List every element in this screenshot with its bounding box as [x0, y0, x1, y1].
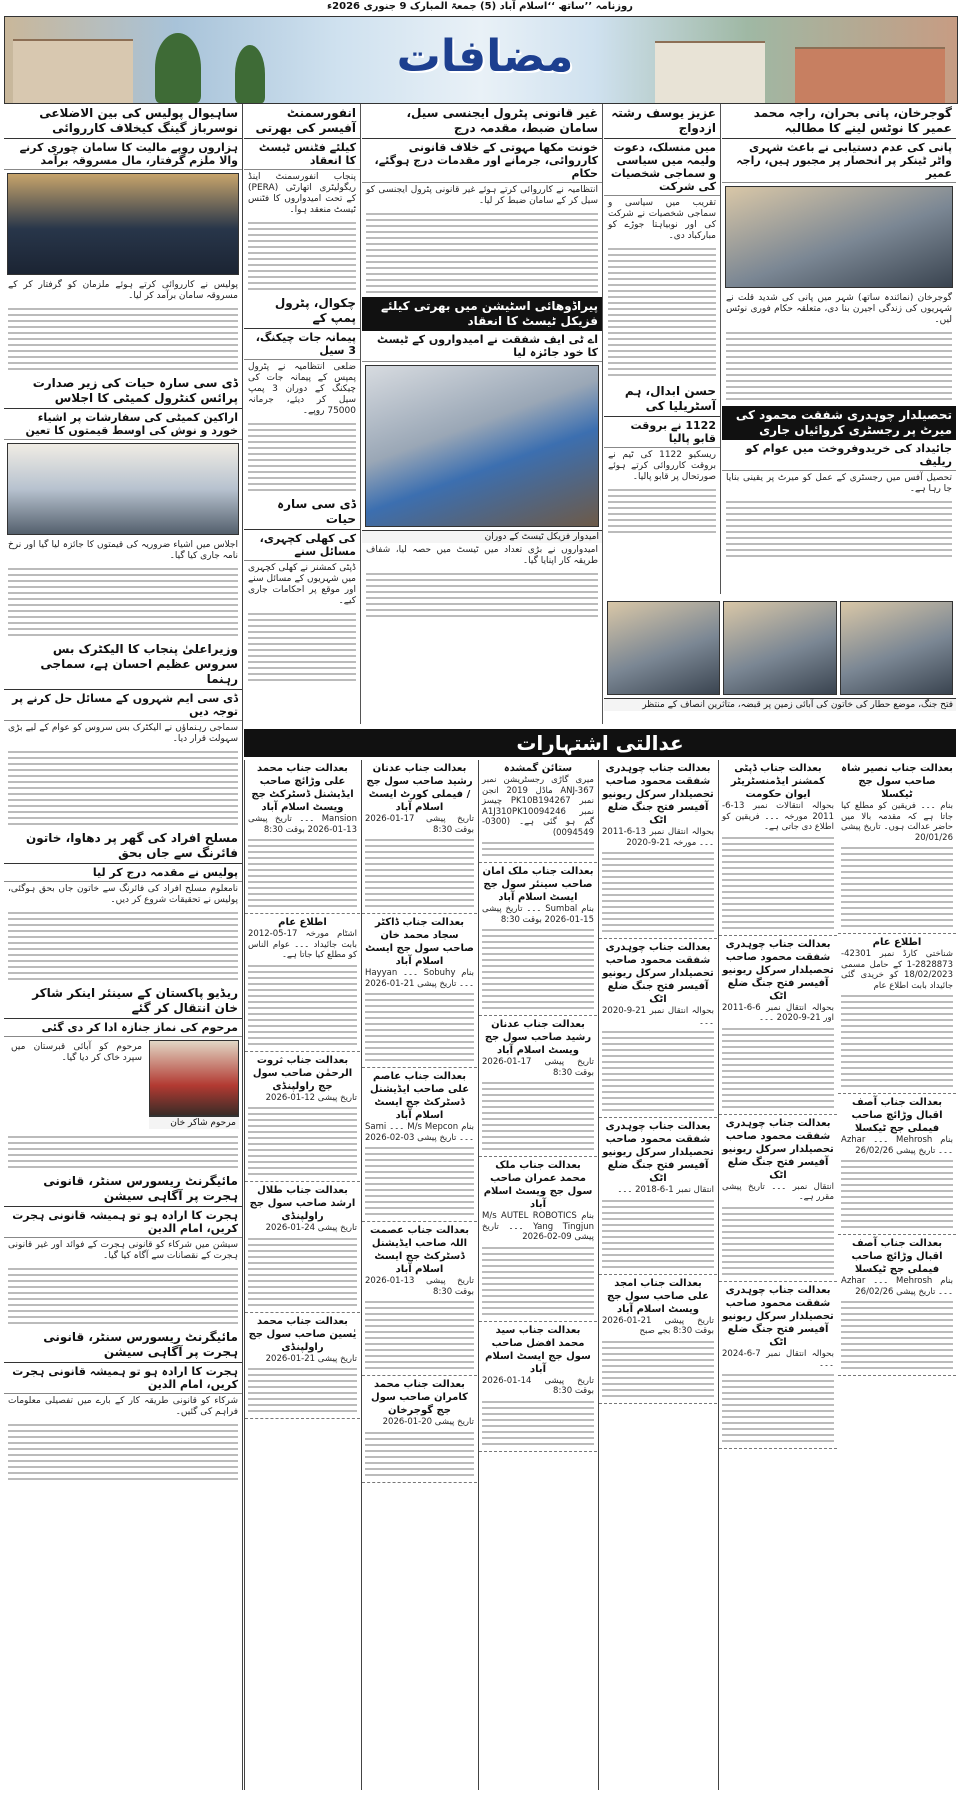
- headline: گوجرخان، پانی بحران، راجہ محمد عمیر کا نوٹس لینے کا مطالبہ: [722, 104, 956, 139]
- court-ad: بعدالت جناب محمد کامران صاحب سول جج گوجرخان تاریخ پیشی 20-01-2026: [362, 1376, 477, 1483]
- headline: مسلح افراد کی گھر پر دھاوا، خاتون فائرنگ سے جاں بحق: [4, 829, 242, 864]
- tree-image: [235, 45, 265, 103]
- story-petrol-agency: [362, 104, 603, 724]
- court-ad: بعدالت جناب چوہدری شفقت محمود صاحب تحصیلدار سرکل ریونیو آفیسر فتح جنگ ضلع اٹک بحوالہ انتقال نمبر 7-6-2024 ۔۔۔: [719, 1282, 837, 1449]
- court-ad: بعدالت جناب طلال ارشد صاحب سول جج راولپنڈی تاریخ پیشی 24-01-2026: [245, 1182, 360, 1313]
- subhead: خونت مکھا مہوتی کے خلاف قانونی کارروائی، جرمانے اور مقدمات درج ہوگئے، حکام: [362, 139, 602, 183]
- subhead: مرحوم کی نماز جنازہ ادا کر دی گئی: [4, 1019, 242, 1037]
- headline: ریڈیو پاکستان کے سینئر اینکر شاکر خان انتقال کر گئے: [4, 984, 242, 1019]
- story-body: امیدواروں نے بڑی تعداد میں ٹیسٹ میں حصہ لیا، شفاف طریقہ کار اپنایا گیا۔: [366, 545, 598, 566]
- court-ad: بعدالت جناب محمد علی وڑائچ صاحب ایڈیشنل ڈسٹرکٹ جج ویسٹ اسلام آباد Mansion ۔۔۔ تاریخ پیشی 13-01-2026 بوقت 8:30: [245, 760, 360, 914]
- story-body: ڈپٹی کمشنر نے کھلی کچہری میں شہریوں کے مسائل سنے اور موقع پر احکامات جاری کیے۔: [248, 563, 356, 606]
- subhead: میں منسلک، دعوت ولیمہ میں سیاسی و سماجی شخصیات کی شرکت: [604, 139, 720, 196]
- page-title: مضافات: [396, 31, 574, 82]
- court-ad: بعدالت جناب سید محمد افضل صاحب سول جج ایسٹ اسلام آباد تاریخ پیشی 14-01-2026 بوقت 8:30: [479, 1322, 597, 1452]
- story-body: سیشن میں شرکاء کو قانونی ہجرت کے فوائد اور غیر قانونی ہجرت کے نقصانات سے آگاہ کیا گیا۔: [8, 1240, 238, 1261]
- subhead: 1122 نے بروقت قابو پالیا: [604, 417, 720, 448]
- ad-column: [838, 760, 956, 1790]
- court-ad: بعدالت جناب عدنان رشید صاحب سول جج ویسٹ اسلام آباد تاریخ پیشی 17-01-2026 بوقت 8:30: [479, 1016, 597, 1157]
- story-body: مرحوم کو آبائی قبرستان میں سپرد خاک کر دیا گیا۔: [11, 1042, 142, 1063]
- headline: مائیگرنٹ ریسورس سنٹر، قانونی ہجرت پر آگاہی سیشن: [4, 1328, 242, 1363]
- court-ad: بعدالت جناب چوہدری شفقت محمود صاحب تحصیلدار سرکل ریونیو آفیسر فتح جنگ ضلع اٹک انتقال نمبر 1-6-2018 ۔۔۔: [599, 1118, 717, 1275]
- court-ads-banner: عدالتی اشتہارات: [244, 729, 956, 757]
- headline: حسن ابدال، ہم آسٹریلیا کی: [604, 382, 720, 417]
- subhead: کی کھلی کچہری، مسائل سنے: [244, 530, 360, 561]
- story-body: پولیس نے کارروائی کرتے ہوئے ملزمان کو گرفتار کر کے مسروقہ سامان برآمد کر لیا۔: [8, 280, 238, 301]
- court-ad: ستائن گمشدہ میری گاڑی رجسٹریشن نمبر ANJ-367 ماڈل 2019 انجن نمبر PK10B194267 چیسز نمبر A1J310PK10094246 گم ہو گئی ہے۔ (0300-0094549): [479, 760, 597, 863]
- court-ad: بعدالت جناب ڈاکٹر سجاد محمد خان صاحب سول جج ایسٹ اسلام آباد بنام Sobuhy ۔۔۔ Hayyan ۔۔۔ تاریخ پیشی 21-01-2026: [362, 914, 477, 1068]
- ad-column: [598, 760, 717, 1790]
- court-ad: بعدالت جناب ملک امان صاحب سینئر سول جج ایسٹ اسلام آباد بنام Sumbal ۔۔۔ تاریخ پیشی 15-01-2026 بوقت 8:30: [479, 863, 597, 1016]
- tree-image: [155, 33, 201, 103]
- subhead: اے ٹی ایف شفقت نے امیدواروں کے ٹیسٹ کا خود جائزہ لیا: [362, 331, 602, 362]
- subhead: کیلئے فٹنس ٹیسٹ کا انعقاد: [244, 139, 360, 170]
- building-image: [795, 47, 945, 103]
- court-ad: بعدالت جناب آصف اقبال وڑائچ صاحب فیملی جج ٹیکسلا بنام Mehrosh ۔۔۔ Azhar ۔۔۔ تاریخ پیشی 26/02/26: [838, 1094, 956, 1235]
- court-ad: بعدالت جناب عدنان رشید صاحب سول جج / فیملی کورٹ ایسٹ اسلام آباد تاریخ پیشی 17-01-2026 بوقت 8:30: [362, 760, 477, 914]
- portrait-photo: [149, 1040, 239, 1116]
- subhead: ہزاروں روپے مالیت کا سامان چوری کرنے والا ملزم گرفتار، مال مسروقہ برآمد: [4, 139, 242, 170]
- headline: مائیگرنٹ ریسورس سنٹر، قانونی ہجرت پر آگاہی سیشن: [4, 1172, 242, 1207]
- story-body: سماجی رہنماؤں نے الیکٹرک بس سروس کو عوام کے لیے بڑی سہولت قرار دیا۔: [8, 723, 238, 744]
- story-body: شرکاء کو قانونی طریقہ کار کے بارے میں تفصیلی معلومات فراہم کی گئیں۔: [8, 1396, 238, 1417]
- headline: عزیز یوسف رشتہ ازدواج: [604, 104, 720, 139]
- photo-strip: [604, 598, 956, 724]
- headline: ڈی سی سارہ حیات: [244, 495, 360, 530]
- court-ad: اطلاع عام اشٹام مورخہ 17-05-2012 بابت جائیداد ۔۔۔ عوام الناس کو مطلع کیا جاتا ہے۔: [245, 914, 360, 1052]
- headline: چکوال، پٹرول پمپ کے: [244, 294, 360, 329]
- story-body: اجلاس میں اشیاء ضروریہ کی قیمتوں کا جائزہ لیا گیا اور نرخ نامہ جاری کیا گیا۔: [8, 540, 238, 561]
- story-body: انتظامیہ نے کارروائی کرتے ہوئے غیر قانونی پٹرول ایجنسی کو سیل کر کے سامان ضبط کر لیا۔: [366, 185, 598, 206]
- subhead: پانی کی عدم دستیابی نے باعث شہری واٹر ٹینکر پر انحصار پر مجبور ہیں، راجہ عمیر: [722, 139, 956, 183]
- photo: [840, 601, 953, 695]
- story-body: گوجرخان (نمائندہ ساتھ) شہر میں پانی کی شدید قلت نے شہریوں کی زندگی اجیرن بنا دی، متعلقہ حکام فوری نوٹس لیں۔: [726, 293, 952, 325]
- story-body: ضلعی انتظامیہ نے پٹرول پمپس کے پیمانہ جات کی چیکنگ کے دوران 3 پمپ سیل کر دیئے، جرمانہ 75000 روپے۔: [248, 362, 356, 416]
- story-body: پنجاب انفورسمنٹ اینڈ ریگولیٹری اتھارٹی (PERA) کے تحت امیدواروں کا فٹنس ٹیسٹ منعقد ہوا۔: [248, 172, 356, 215]
- headline: وزیراعلیٰ پنجاب کا الیکٹرک بس سروس عظیم احسان ہے، سماجی رہنما: [4, 640, 242, 690]
- court-ad: بعدالت جناب آصف اقبال وڑائچ صاحب فیملی جج ٹیکسلا بنام Mehrosh ۔۔۔ Azhar ۔۔۔ تاریخ پیشی 26/02/26: [838, 1235, 956, 1376]
- ad-column: [718, 760, 837, 1790]
- headline: پیراڈوھائی اسٹیشن میں بھرتی کیلئے فزیکل ٹیسٹ کا انعقاد: [362, 297, 602, 331]
- court-ad: بعدالت جناب ملک محمد عمران صاحب سول جج ویسٹ اسلام آباد بنام M/s AUTEL ROBOTICS Yang Tingjun ۔۔۔ تاریخ پیشی 09-02-2026: [479, 1157, 597, 1322]
- story-body: تحصیل آفس میں رجسٹری کے عمل کو میرٹ پر یقینی بنایا جا رہا ہے۔: [726, 473, 952, 494]
- court-ad: بعدالت جناب چوہدری شفقت محمود صاحب تحصیلدار سرکل ریونیو آفیسر فتح جنگ ضلع اٹک بحوالہ انتقال نمبر 6-6-2011 اور 21-9-2020 ۔۔۔: [719, 936, 837, 1115]
- photo-caption: مرحوم شاکر خان: [149, 1116, 239, 1129]
- photo: [7, 173, 239, 275]
- headline: غیر قانونی پٹرول ایجنسی سیل، سامان ضبط، مقدمہ درج: [362, 104, 602, 139]
- ad-column: [478, 760, 597, 1790]
- ad-column: [361, 760, 477, 1790]
- story-aziz-wedding: [604, 104, 721, 594]
- left-column: [4, 104, 243, 1790]
- subhead: اراکین کمیٹی کی سفارشات پر اشیاء خورد و نوش کی اوسط قیمتوں کا تعین: [4, 409, 242, 440]
- photo: [723, 601, 836, 695]
- story-body: ریسکیو 1122 کی ٹیم نے بروقت کارروائی کرتے ہوئے صورتحال پر قابو پالیا۔: [608, 450, 717, 482]
- court-ad: بعدالت جناب چوہدری شفقت محمود صاحب تحصیلدار سرکل ریونیو آفیسر فتح جنگ ضلع اٹک بحوالہ انتقال نمبر 13-6-2011 ۔۔۔ مورخہ 21-9-2020: [599, 760, 717, 939]
- building-image: [13, 39, 133, 103]
- court-ad: اطلاع عام شناختی کارڈ نمبر 42301-2828873-1 کے حامل مسمی 18/02/2023 کو خریدی گئی جائیداد بابت اطلاع عام: [838, 934, 956, 1094]
- building-image: [655, 41, 765, 103]
- masthead: [4, 16, 958, 104]
- subhead: پیمانہ جات چیکنگ، 3 سیل: [244, 329, 360, 360]
- photo: [607, 601, 720, 695]
- photo-caption: امیدوار فزیکل ٹیسٹ کے دوران: [362, 530, 602, 543]
- subhead: ہجرت کا ارادہ ہو تو ہمیشہ قانونی ہجرت کریں، امام الدین: [4, 1363, 242, 1394]
- court-ad: بعدالت جناب چوہدری شفقت محمود صاحب تحصیلدار سرکل ریونیو آفیسر فتح جنگ ضلع اٹک بحوالہ انتقال نمبر 21-9-2020 ۔۔۔: [599, 939, 717, 1118]
- photo: [365, 365, 599, 527]
- subhead: ہجرت کا ارادہ ہو تو ہمیشہ قانونی ہجرت کریں، امام الدین: [4, 1207, 242, 1238]
- court-ad: بعدالت جناب امجد علی صاحب سول جج ویسٹ اسلام آباد تاریخ پیشی 21-01-2026 بوقت 8:30 بجے صبح: [599, 1275, 717, 1404]
- story-enforcement: [244, 104, 361, 724]
- ad-column: [244, 760, 360, 1790]
- headline: تحصیلدار چوہدری شفقت محمود کی میرٹ پر رجسٹری کروائیاں جاری: [722, 406, 956, 440]
- dateline: روزنامہ ’’ساتھ ‘‘اسلام آباد (5) جمعۃ المبارک 9 جنوری 2026ء: [327, 1, 633, 12]
- photo-caption: فتح جنگ، موضع حطار کی خاتون کی آبائی زمین پر قبضہ، متاثرین انصاف کے منتظر: [604, 698, 956, 711]
- court-ad: بعدالت جناب محمد یٰسین صاحب سول جج راولپنڈی تاریخ پیشی 21-01-2026: [245, 1313, 360, 1420]
- court-ad: بعدالت جناب عاصم علی صاحب ایڈیشنل ڈسٹرکٹ جج ایسٹ اسلام آباد بنام M/s Mepcon ۔۔۔ Sami ۔۔۔ تاریخ پیشی 03-02-2026: [362, 1068, 477, 1222]
- story-body: تقریب میں سیاسی و سماجی شخصیات نے شرکت کی اور نوبیاہتا جوڑے کو مبارکباد دی۔: [608, 198, 716, 241]
- subhead: جائیداد کی خریدوفروخت میں عوام کو ریلیف: [722, 440, 956, 471]
- headline: ساہیوال پولیس کی بین الاضلاعی نوسرباز گینگ کیخلاف کارروائی: [4, 104, 242, 139]
- photo: [725, 186, 953, 288]
- court-ad: بعدالت جناب ڈپٹی کمشنر ایڈمنسٹریٹر ایوان حکومت بحوالہ انتقالات نمبر 13-6-2011 مورخہ ۔۔۔ فریقین کو اطلاع دی جاتی ہے۔: [719, 760, 837, 936]
- court-ad: بعدالت جناب چوہدری شفقت محمود صاحب تحصیلدار سرکل ریونیو آفیسر فتح جنگ ضلع اٹک انتقال نمبر ۔۔۔ تاریخ پیشی مقرر ہے۔: [719, 1115, 837, 1282]
- subhead: پولیس نے مقدمہ درج کر لیا: [4, 864, 242, 882]
- court-ad: بعدالت جناب عصمت اللہ صاحب ایڈیشنل ڈسٹرکٹ جج ایسٹ اسلام آباد تاریخ پیشی 13-01-2026 بوقت 8:30: [362, 1222, 477, 1376]
- court-ad: بعدالت جناب ثروت الرحمٰن صاحب سول جج راولپنڈی تاریخ پیشی 12-01-2026: [245, 1052, 360, 1183]
- photo: [7, 443, 239, 535]
- story-body: نامعلوم مسلح افراد کی فائرنگ سے خاتون جاں بحق ہوگئی، پولیس نے تحقیقات شروع کر دیں۔: [8, 884, 238, 905]
- headline: انفورسمنٹ آفیسر کی بھرتی: [244, 104, 360, 139]
- headline: ڈی سی سارہ حیات کی زیر صدارت پرائس کنٹرول کمیٹی کا اجلاس: [4, 374, 242, 409]
- court-ad: بعدالت جناب نصیر شاہ صاحب سول جج ٹیکسلا بنام ۔۔۔ فریقین کو مطلع کیا جاتا ہے کہ مقدمہ بالا میں حاضر عدالت ہوں۔ تاریخ پیشی 20/01/26: [838, 760, 956, 934]
- subhead: ڈی سی ایم شہروں کے مسائل حل کرنے پر توجہ دیں: [4, 690, 242, 721]
